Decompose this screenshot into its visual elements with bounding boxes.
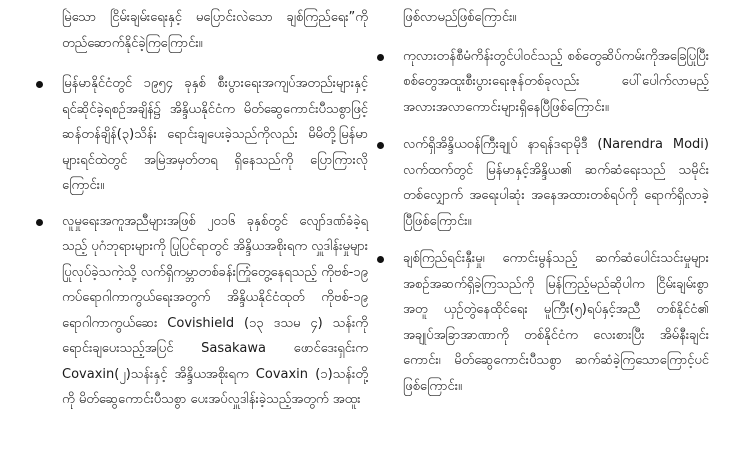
list-item-text: ချစ်ကြည်ရင်းနှီးမှု၊ ကောင်းမွန်သည့် ဆက်ဆံပေါင်းသင်းမှုများ အစဉ်အဆက်ရှိခဲ့ကြသည်ကို မြန်ကြည့်မည်ဆိုပါက ငြိမ်းချမ်းစွာအတူ ယှဉ်တွဲနေထိုင်ရေး မူကြီး(၅)ရပ်နှင့်အညီ တစ်နိုင်ငံ၏ အချုပ်အခြာအာဏာကို တစ်နိုင်ငံက လေးစားပြီး အိမ်နီးချင်းကောင်း၊ မိတ်ဆွေကောင်းပီသစွာ ဆက်ဆံခဲ့ကြသောကြောင့်ပင်ဖြစ်ကြောင်း။ <box>403 251 709 394</box>
list-item <box>403 132 709 234</box>
list-item-text: ကုလားတန်စီမံကိန်းတွင်ပါဝင်သည့် စစ်တွေဆိပ်ကမ်းကိုအခြေပြုပြီး စစ်တွေအထူးစီးပွားရေးဇုန်တစ်ခုလည်း ပေါ်ပေါက်လာမည့် အလားအလာကောင်းများရှိနေပြီဖြစ်ကြောင်း။ <box>403 48 709 115</box>
list-item <box>62 209 368 413</box>
list-item <box>403 44 709 121</box>
right-column <box>403 0 709 395</box>
list-item <box>403 246 709 399</box>
left-column <box>62 0 368 409</box>
list-item-text: လက်ရှိအိန္ဒိယဝန်ကြီးချုပ် နာရန်ဒရာမိုဒီ (Narendra Modi) လက်ထက်တွင် မြန်မာနှင့်အိန္ဒိယ၏ ဆက်ဆံရေးသည် သမိုင်းတစ်လျှောက် အရေးပါဆုံး အနေအထားတစ်ရပ်ကို ရောက်ရှိလာခဲ့ပြီဖြစ်ကြောင်း။ <box>403 137 709 229</box>
bullet-icon <box>377 256 384 263</box>
bullet-icon <box>36 219 43 226</box>
bullet-icon <box>36 81 43 88</box>
left-continuation-paragraph: မြဲသော ငြိမ်းချမ်းရေးနှင့် မပြောင်းလဲသော ချစ်ကြည်ရေး”ကို တည်ဆောက်နိုင်ခဲ့ကြကြောင်း။ <box>62 10 368 51</box>
list-item-text: မြန်မာနိုင်ငံတွင် ၁၉၅၄ ခုနှစ် စီးပွားရေးအကျပ်အတည်းများနှင့် ရင်ဆိုင်ခဲ့ရစဉ်အချိန်၌ အိန္ဒိယနိုင်ငံက မိတ်ဆွေကောင်းပီသစွာဖြင့် ဆန်တန်ချိန်(၃)သိန်း ရောင်းချပေးခဲ့သည်ကိုလည်း မိမိတို့မြန်မာများရင်ထဲတွင် အမြဲအမှတ်တရ ရှိနေသည်ကို ပြောကြားလိုကြောင်း။ <box>62 76 368 193</box>
right-continuation-paragraph: ဖြစ်လာမည်ဖြစ်ကြောင်း။ <box>403 10 517 25</box>
list-item <box>62 71 368 199</box>
bullet-icon <box>377 54 384 61</box>
list-item-text: လူမှုရေးအကူအညီများအဖြစ် ၂၀၁၆ ခုနှစ်တွင် လျော်ဒဏ်ခံခဲ့ရသည့် ပုဂံဘုရားများကို ပြုပြင်ရာတွင် အိန္ဒိယအစိုးရက လှူဒါန်းမှုများ ပြုလုပ်ခဲ့သကဲ့သို့ လက်ရှိကမ္ဘာတစ်ခန်းကြုံတွေ့နေရသည့် ကိုဗစ်-၁၉ ကပ်ရောဂါကာကွယ်ရေးအတွက် အိန္ဒိယနိုင်ငံထုတ် ကိုဗစ်-၁၉ ရောဂါကာကွယ်ဆေး Covishield (၁၃ ဒသမ ၄) သန်းကို ရောင်းချပေးသည့်အပြင် Sasakawa ဖောင်ဒေးရှင်းက Covaxin(၂)သန်းနှင့် အိန္ဒိယအစိုးရက Covaxin (၁)သန်းတို့ကို မိတ်ဆွေကောင်းပီသစွာ ပေးအပ်လှူဒါန်းခဲ့သည့်အတွက် အထူး <box>62 213 368 407</box>
bullet-icon <box>377 142 384 149</box>
